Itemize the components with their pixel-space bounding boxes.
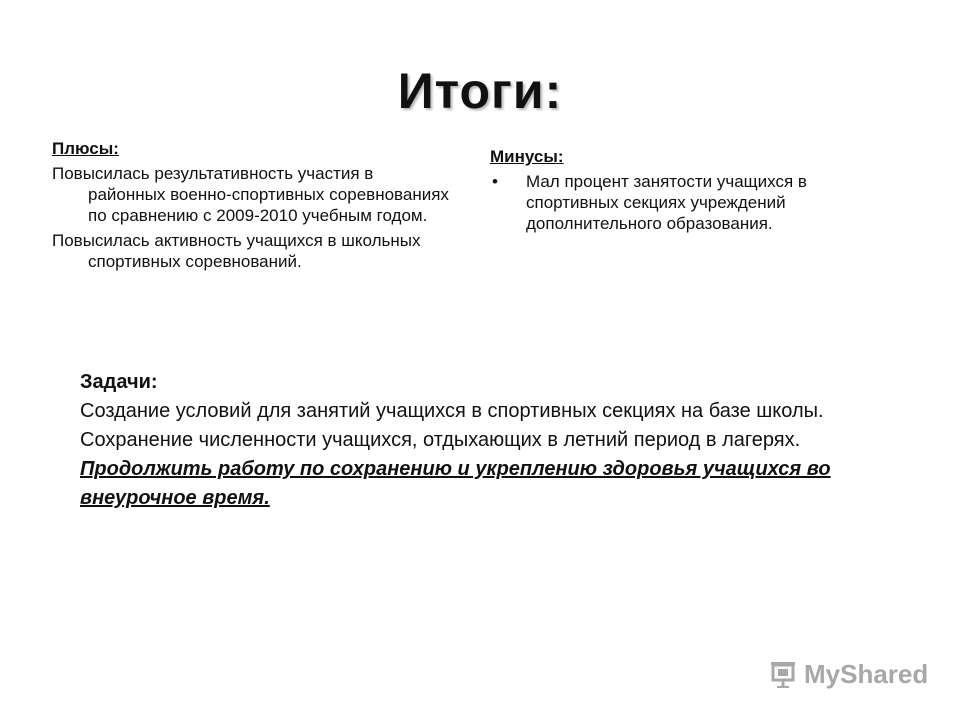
tasks-section (80, 368, 950, 513)
cons-section (490, 146, 900, 234)
presentation-board-icon (768, 659, 798, 689)
pros-item: Повысилась результативность участия в районных военно-спортивных соревнованиях по сравнению с 2009-2010 учебным годом. (52, 164, 449, 225)
slide-title: Итоги: (397, 63, 563, 119)
pros-item: Повысилась активность учащихся в школьных спортивных соревнований. (52, 231, 421, 271)
task-item: Сохранение численности учащихся, отдыхающих в летний период в лагерях. (80, 429, 801, 451)
tasks-heading: Задачи: (80, 371, 158, 393)
cons-item (490, 171, 900, 234)
bullet-icon: • (492, 172, 498, 191)
cons-item-text: Мал процент занятости учащихся в спортивных секциях учреждений дополнительного образования. (526, 172, 807, 233)
pros-section (52, 138, 452, 276)
cons-heading: Минусы: (490, 147, 564, 166)
task-emphasis: Продолжить работу по сохранению и укреплению здоровья учащихся во внеурочное время. (80, 458, 831, 509)
watermark-logo (768, 656, 928, 692)
pros-heading: Плюсы: (52, 139, 119, 158)
task-item: Создание условий для занятий учащихся в спортивных секциях на базе школы. (80, 400, 824, 422)
watermark-text: MyShared (804, 658, 929, 689)
